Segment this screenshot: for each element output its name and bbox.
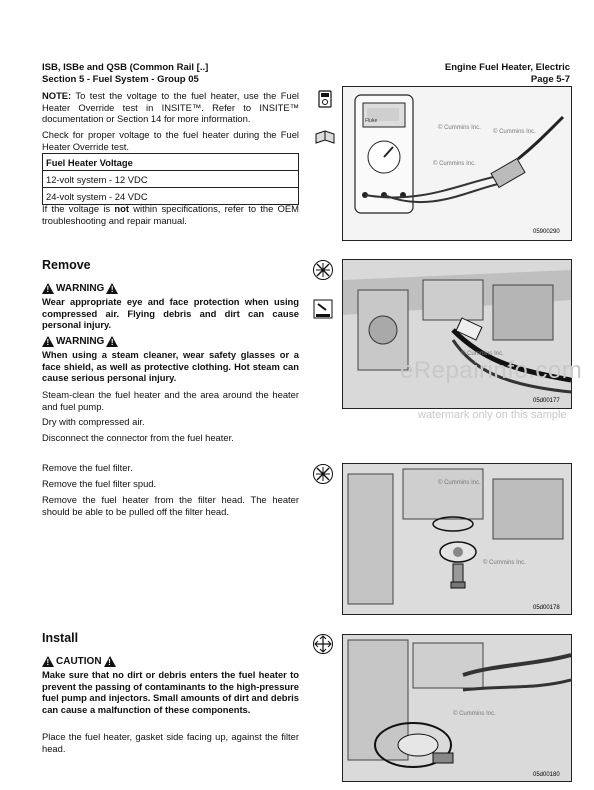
manual-book-icon xyxy=(314,126,336,148)
warning-triangle-icon xyxy=(42,283,54,294)
copyright-text: © Cummins Inc. xyxy=(438,125,481,131)
figure-id: 05d00177 xyxy=(533,398,560,404)
remove-heading: Remove xyxy=(42,258,91,272)
warning-triangle-icon xyxy=(106,336,118,347)
meter-brand-label: Fluke xyxy=(365,118,378,124)
voltage-table-row: 12-volt system - 12 VDC xyxy=(43,171,299,188)
if-text-b: within specifications, refer to the OEM troubleshooting and repair manual. xyxy=(42,203,299,226)
figure-voltage-test xyxy=(342,86,572,241)
voltage-table-header: Fuel Heater Voltage xyxy=(43,154,299,171)
page-number: Page 5-7 xyxy=(530,74,570,85)
header-right xyxy=(445,62,570,86)
figure-remove-heater xyxy=(342,463,572,615)
voltage-table-row: 24-volt system - 24 VDC xyxy=(43,188,299,205)
warning-label-2 xyxy=(42,336,118,347)
warning-label-1 xyxy=(42,283,118,294)
caution-label-text: CAUTION xyxy=(56,656,102,667)
doc-title: ISB, ISBe and QSB (Common Rail [..] xyxy=(42,62,209,73)
caution-triangle-icon xyxy=(104,656,116,667)
if-paragraph xyxy=(42,203,299,226)
figure-id: 05d00180 xyxy=(533,772,560,778)
note-paragraph xyxy=(42,90,299,125)
copyright-text: © Cummins Inc. xyxy=(453,711,496,717)
note-text: To test the voltage to the fuel heater, use the Fuel Heater Override test in INSITE™. Refer to INSITE™ documentation or Section 14 for more information. xyxy=(42,90,299,125)
remove-step: Steam-clean the fuel heater and the area around the heater and fuel pump. xyxy=(42,389,299,412)
if-text-bold: not xyxy=(114,203,129,214)
figure-id: 05900290 xyxy=(533,229,560,235)
connector-illustration xyxy=(343,260,571,408)
caution-text: Make sure that no dirt or debris enters the fuel heater to prevent the passing of contaminants to the high-pressure fuel pump and injectors. Small amounts of dirt and debris can cause a malfunction of these components. xyxy=(42,669,299,715)
caution-triangle-icon xyxy=(42,656,54,667)
remove-step: Remove the fuel filter spud. xyxy=(42,478,157,489)
warning-text-2: When using a steam cleaner, wear safety glasses or a face shield, as well as protective clothing. Hot steam can cause serious personal injury. xyxy=(42,349,299,384)
figure-disconnect-connector xyxy=(342,259,572,409)
if-text-a: If the voltage is xyxy=(42,203,115,214)
install-heading: Install xyxy=(42,631,79,645)
header-left xyxy=(42,62,208,86)
caution-label xyxy=(42,656,116,667)
remove-step: Dry with compressed air. xyxy=(42,416,145,427)
watermark-note: watermark only on this sample xyxy=(418,409,567,421)
warning-triangle-icon xyxy=(106,283,118,294)
copyright-text: © Cummins Inc. xyxy=(461,351,504,357)
copyright-text: © Cummins Inc. xyxy=(493,129,536,135)
remove-step: Remove the fuel filter. xyxy=(42,462,133,473)
remove-step: Remove the fuel heater from the filter head. The heater should be able to be pulled off the filter head. xyxy=(42,494,299,517)
install-tool-icon xyxy=(312,633,334,655)
remove-step: Disconnect the connector from the fuel heater. xyxy=(42,432,234,443)
voltage-test-illustration xyxy=(343,87,571,240)
heater-install-illustration xyxy=(343,635,571,781)
warning-triangle-icon xyxy=(42,336,54,347)
figure-id: 05d00178 xyxy=(533,605,560,611)
warning-label-text: WARNING xyxy=(56,336,105,347)
heater-removal-illustration xyxy=(343,464,571,614)
voltage-table xyxy=(42,153,299,205)
warning-label-text: WARNING xyxy=(56,283,105,294)
remove-tool-icon xyxy=(312,259,334,281)
steam-cleaner-icon xyxy=(312,298,334,320)
copyright-text: © Cummins Inc. xyxy=(433,161,476,167)
remove-tool-icon xyxy=(312,463,334,485)
copyright-text: © Cummins Inc. xyxy=(483,560,526,566)
warning-text-1: Wear appropriate eye and face protection when using compressed air. Flying debris and dirt can cause personal injury. xyxy=(42,296,299,331)
test-meter-icon xyxy=(314,88,336,110)
figure-install-heater xyxy=(342,634,572,782)
note-label: NOTE: xyxy=(42,90,72,101)
install-step: Place the fuel heater, gasket side facing up, against the filter head. xyxy=(42,731,299,754)
check-paragraph: Check for proper voltage to the fuel heater during the Fuel Heater Override test. xyxy=(42,129,299,152)
doc-section: Section 5 - Fuel System - Group 05 xyxy=(42,74,199,85)
watermark-site: eRepairinfo.com xyxy=(400,357,583,384)
page-topic: Engine Fuel Heater, Electric xyxy=(444,62,570,73)
copyright-text: © Cummins Inc. xyxy=(438,480,481,486)
